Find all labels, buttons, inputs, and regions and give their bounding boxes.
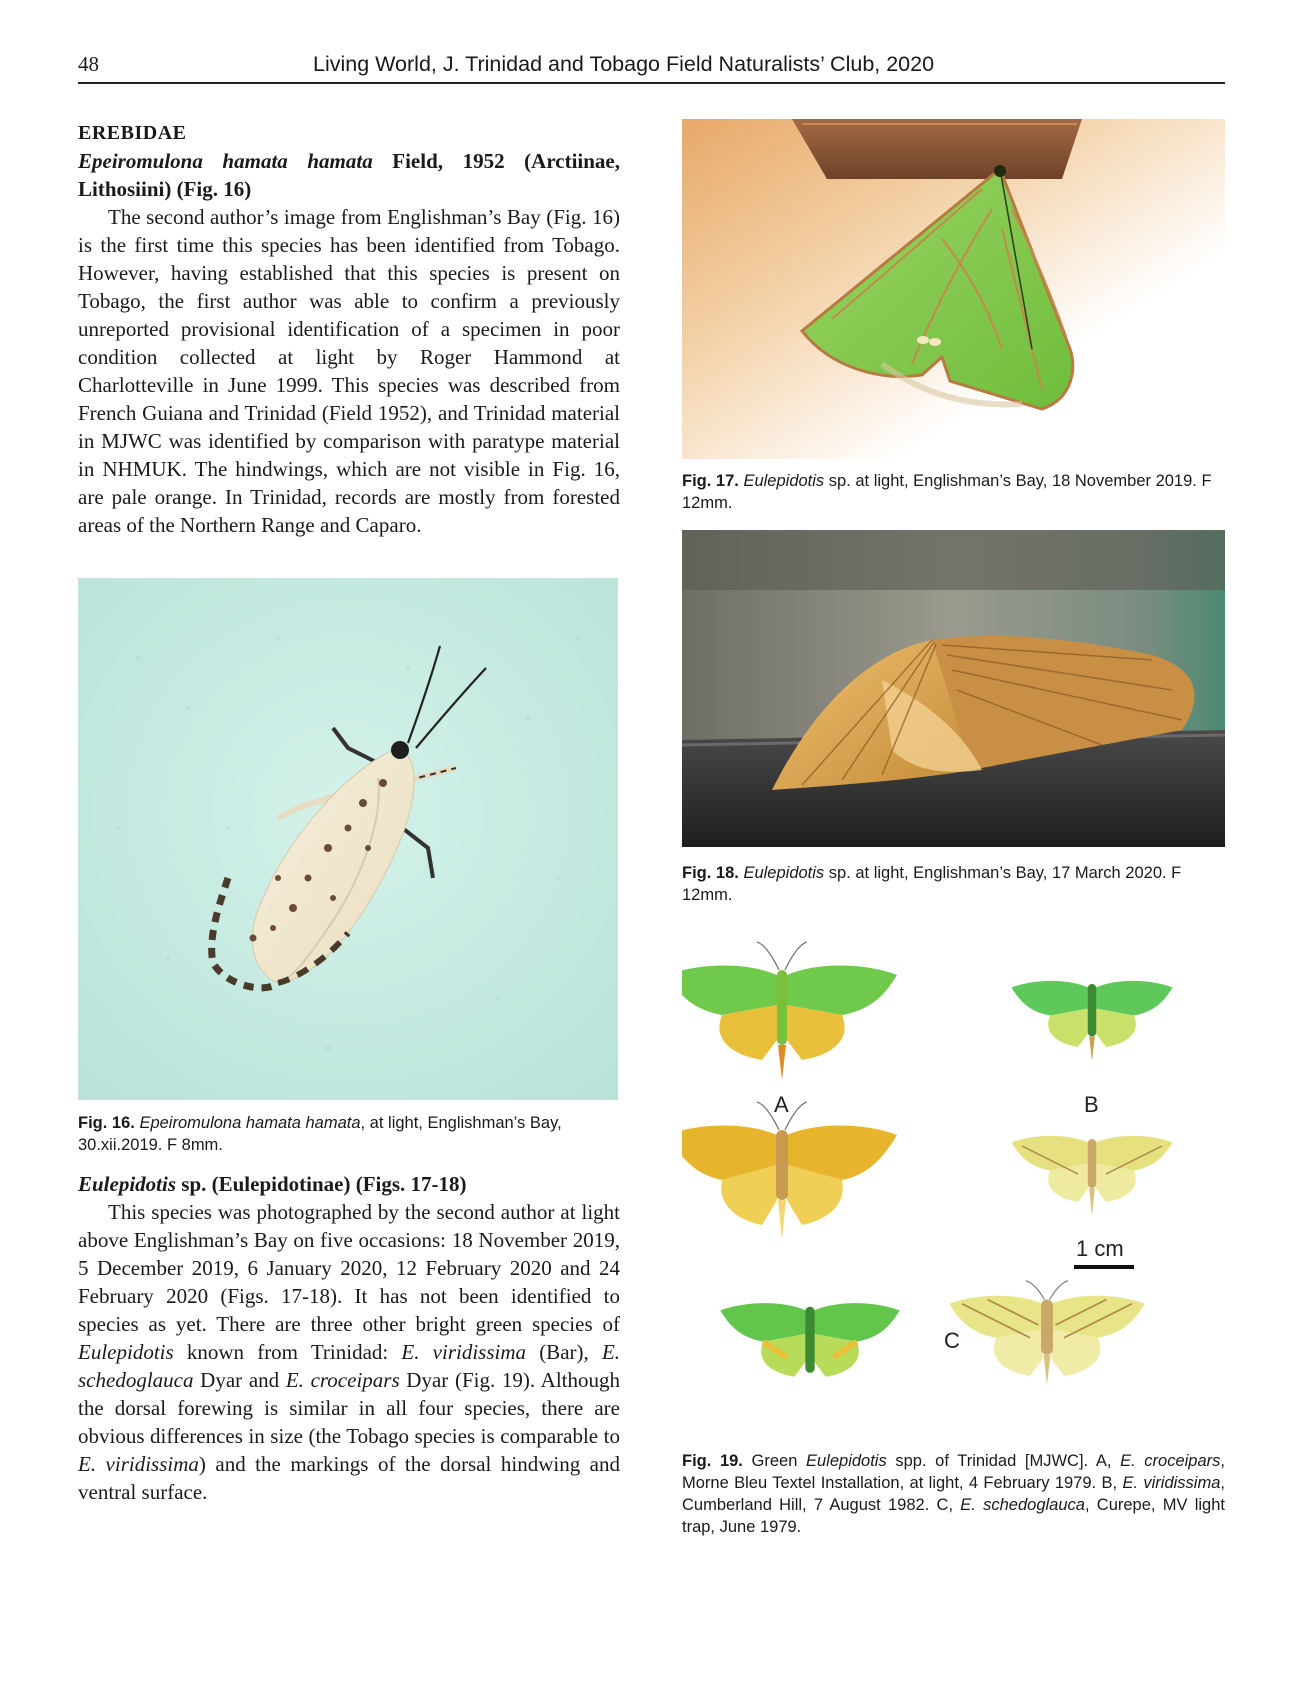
- fig18-details: sp. at light, Englishman’s Bay, 17 March 2020. F 12mm.: [682, 864, 1182, 904]
- species-authority: Field, 1952 (Arctiinae, Lithosiini) (Fig. 16): [78, 149, 620, 201]
- plate-label-b: B: [1084, 1092, 1099, 1117]
- fig16-label: Fig. 16.: [78, 1114, 135, 1132]
- eulepidotis-section: [78, 1170, 620, 1506]
- text-run: Dyar (Fig. 19). Although the dorsal forewing is similar in all four species, there are obvious differences in size (the Tobago species is comparable to: [78, 1368, 620, 1448]
- fig16-photo: [78, 578, 618, 1100]
- fig16-moth-image: [78, 578, 618, 1100]
- scale-bar: [1074, 1265, 1134, 1269]
- species-heading-eulepidotis: [78, 1170, 620, 1198]
- journal-running-head: Living World, J. Trinidad and Tobago Field Naturalists’ Club, 2020: [313, 52, 935, 76]
- specimen-c-dorsal: [720, 1303, 899, 1377]
- page-number: 48: [78, 52, 99, 76]
- fig18-label: Fig. 18.: [682, 864, 739, 882]
- caption-run: , Morne Bleu Textel Installation, at light, 4 February 1979. B,: [682, 1452, 1225, 1492]
- fig18-moth-image: [682, 530, 1225, 847]
- caption-taxon: E. schedoglauca: [960, 1496, 1085, 1514]
- fig17-photo: [682, 119, 1225, 459]
- fig19-plate: [682, 930, 1225, 1410]
- specimen-a-dorsal: [682, 942, 897, 1080]
- caption-run: Green: [742, 1452, 806, 1470]
- taxon-name: E. viridissima: [401, 1340, 527, 1364]
- fig16-details: , at light, Englishman’s Bay, 30.xii.2019. F 8mm.: [78, 1114, 562, 1154]
- specimen-a-ventral: [682, 1102, 897, 1240]
- fig17-caption: [682, 470, 1225, 514]
- plate-label-a: A: [774, 1092, 789, 1117]
- caption-taxon: Eulepidotis: [806, 1452, 887, 1470]
- taxon-name: E. schedoglauca: [78, 1340, 621, 1392]
- fig17-label: Fig. 17.: [682, 472, 739, 490]
- fig18-photo: [682, 530, 1225, 847]
- taxon-name: Eulepidotis: [78, 1340, 174, 1364]
- text-run: known from Trinidad:: [173, 1340, 402, 1364]
- text-run: (Bar),: [526, 1340, 602, 1364]
- fig19-label: Fig. 19.: [682, 1452, 743, 1470]
- species-heading-epeiromulona: [78, 147, 620, 203]
- paragraph-eulepidotis: [78, 1198, 620, 1506]
- running-header: [78, 50, 1225, 84]
- species-heading-rest: sp. (Eulepidotinae) (Figs. 17-18): [176, 1172, 467, 1196]
- fig16-species: Epeiromulona hamata hamata: [139, 1114, 361, 1132]
- caption-taxon: E. croceipars: [1120, 1452, 1221, 1470]
- paragraph-epeiromulona: The second author’s image from Englishman’s Bay (Fig. 16) is the first time this species has been identified from Tobago. However, having established that this species is present on Tobago, the first author was able to confirm a previously unreported provisional identification of a specimen in poor condition collected at light by Roger Hammond at Charlotteville in June 1999. This species was described from French Guiana and Trinidad (Field 1952), and Trinidad material in MJWC was identified by comparison with paratype material in NHMUK. The hindwings, which are not visible in Fig. 16, are pale orange. In Trinidad, records are mostly from forested areas of the Northern Range and Caparo.: [78, 205, 620, 537]
- caption-run: , Curepe, MV light trap, June 1979.: [682, 1496, 1225, 1536]
- fig17-genus: Eulepidotis: [743, 472, 825, 490]
- fig16-caption: [78, 1112, 620, 1156]
- text-run: ) and the markings of the dorsal hindwing and ventral surface.: [78, 1452, 621, 1504]
- specimen-c-ventral: [949, 1281, 1145, 1385]
- fig18-genus: Eulepidotis: [743, 864, 825, 882]
- caption-run: spp. of Trinidad [MJWC]. A,: [886, 1452, 1121, 1470]
- caption-taxon: E. viridissima: [1122, 1474, 1221, 1492]
- specimen-b-dorsal: [1012, 981, 1173, 1061]
- taxon-name: E. croceipars: [285, 1368, 400, 1392]
- specimen-b-ventral: [1012, 1136, 1173, 1216]
- genus-name: Eulepidotis: [78, 1172, 177, 1196]
- family-heading: EREBIDAE: [78, 122, 187, 144]
- fig18-caption: [682, 862, 1225, 906]
- fig19-caption: [682, 1450, 1225, 1538]
- species-name: Epeiromulona hamata hamata: [78, 149, 373, 173]
- left-column: [78, 119, 620, 539]
- fig17-moth-image: [682, 119, 1225, 459]
- text-run: This species was photographed by the second author at light above Englishman’s Bay on five occasions: 18 November 2019, 5 December 2019, 6 January 2020, 12 February 2020 and 24 February 2020 (Figs. 17-18). It has not been identified to species as yet. There are three other bright green species of: [78, 1200, 620, 1336]
- fig17-details: sp. at light, Englishman’s Bay, 18 November 2019. F 12mm.: [682, 472, 1212, 512]
- taxon-name: E. viridissima: [78, 1452, 199, 1476]
- caption-run: , Cumberland Hill, 7 August 1982. C,: [682, 1474, 1225, 1514]
- scale-bar-label: 1 cm: [1076, 1236, 1124, 1261]
- plate-label-c: C: [944, 1328, 960, 1353]
- text-run: Dyar and: [193, 1368, 286, 1392]
